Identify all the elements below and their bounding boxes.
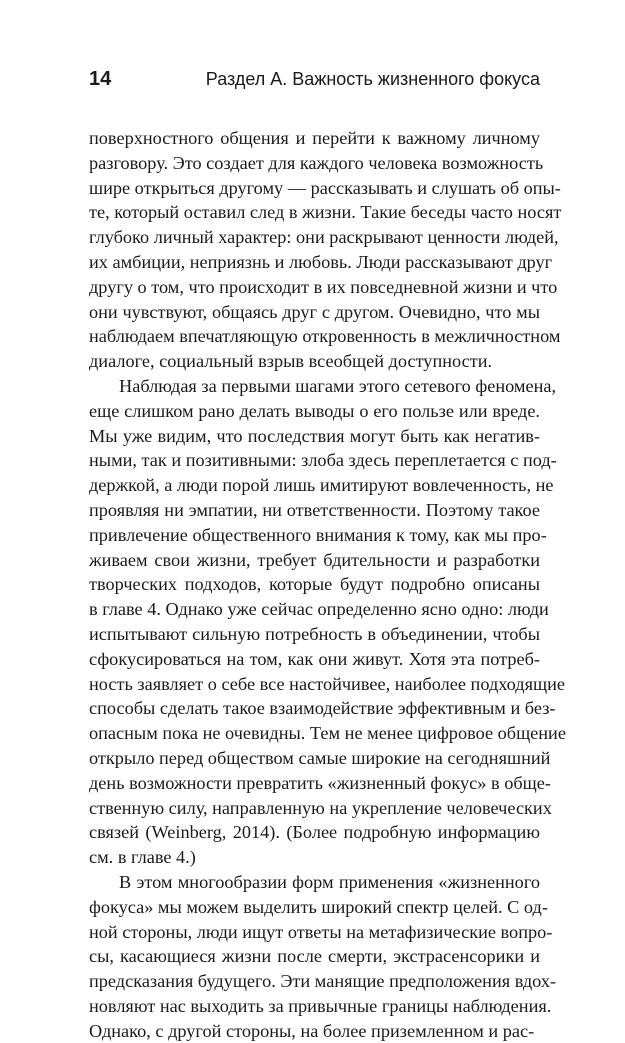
page-header bbox=[89, 66, 540, 92]
text-line: предсказания будущего. Эти манящие предположения вдох- bbox=[89, 971, 557, 992]
text-line: диалоге, социальный взрыв всеобщей доступности. bbox=[89, 351, 493, 372]
text-line: держкой, а люди порой лишь имитируют вовлеченность, не bbox=[89, 475, 554, 496]
text-line: сфокусироваться на том, как они живут. Хотя эта потреб- bbox=[89, 648, 540, 669]
text-line: Однако, с другой стороны, на более приземленном и рас- bbox=[89, 1020, 535, 1041]
text-line: ной стороны, люди ищут ответы на метафизические вопро- bbox=[89, 921, 553, 942]
text-line: связей (Weinberg, 2014). (Более подробную информацию bbox=[89, 822, 540, 843]
text-line: Наблюдая за первыми шагами этого сетевого феномена, bbox=[119, 375, 557, 396]
text-line: наблюдаем впечатляющую откровенность в межличностном bbox=[89, 326, 561, 347]
text-line: фокуса» мы можем выделить широкий спектр целей. С од- bbox=[89, 896, 548, 917]
text-line: шире открыться другому — рассказывать и слушать об опы- bbox=[89, 177, 561, 198]
running-head: Раздел А. Важность жизненного фокуса bbox=[205, 69, 540, 89]
paragraph bbox=[89, 870, 557, 1043]
body-text bbox=[89, 126, 566, 1043]
text-line: сы, касающиеся жизни после смерти, экстрасенсорики и bbox=[89, 946, 540, 967]
text-line: новляют нас выходить за привычные границы наблюдения. bbox=[89, 995, 552, 1016]
text-line: они чувствуют, общаясь друг с другом. Очевидно, что мы bbox=[89, 301, 540, 322]
text-line: см. в главе 4.) bbox=[89, 847, 196, 868]
text-line: разговору. Это создает для каждого человека возможность bbox=[89, 152, 544, 173]
text-line: проявляя ни эмпатии, ни ответственности. Поэтому такое bbox=[89, 499, 540, 520]
text-line: поверхностного общения и перейти к важному личному bbox=[89, 128, 540, 148]
text-line: их амбиции, неприязнь и любовь. Люди рассказывают друг bbox=[89, 251, 553, 272]
text-line: еще слишком рано делать выводы о его пользе или вреде. bbox=[89, 400, 540, 421]
text-line: опасным пока не очевидны. Тем не менее цифровое общение bbox=[89, 723, 566, 744]
text-line: способы сделать такое взаимодействие эффективным и без- bbox=[89, 698, 556, 719]
text-line: ность заявляет о себе все настойчивее, наиболее подходящие bbox=[89, 673, 565, 694]
text-line: Мы уже видим, что последствия могут быть как негатив- bbox=[89, 425, 540, 446]
text-line: творческих подходов, которые будут подробно описаны bbox=[89, 574, 540, 595]
text-line: те, который оставил след в жизни. Такие беседы часто носят bbox=[89, 202, 562, 223]
text-line: другу о том, что происходит в их повседневной жизни и что bbox=[89, 276, 558, 297]
text-line: В этом многообразии форм применения «жизненного bbox=[119, 871, 540, 892]
text-line: в главе 4. Однако уже сейчас определенно ясно одно: люди bbox=[89, 599, 549, 620]
text-line: глубоко личный характер: они раскрывают ценности людей, bbox=[89, 227, 559, 248]
text-line: день возможности превратить «жизненный фокус» в обще- bbox=[89, 772, 551, 793]
text-line: открыло перед обществом самые широкие на сегодняшний bbox=[89, 747, 551, 768]
text-line: живаем свои жизни, требует бдительности и разработки bbox=[89, 549, 540, 570]
text-line: привлечение общественного внимания к тому, как мы про- bbox=[89, 524, 547, 545]
text-line: ственную силу, направленную на укрепление человеческих bbox=[89, 797, 552, 818]
text-line: ными, так и позитивными: злоба здесь переплетается с под- bbox=[89, 450, 557, 471]
paragraph bbox=[89, 126, 562, 374]
page-number: 14 bbox=[89, 68, 112, 90]
paragraph bbox=[89, 374, 566, 870]
text-line: испытывают сильную потребность в объединении, чтобы bbox=[89, 623, 540, 644]
